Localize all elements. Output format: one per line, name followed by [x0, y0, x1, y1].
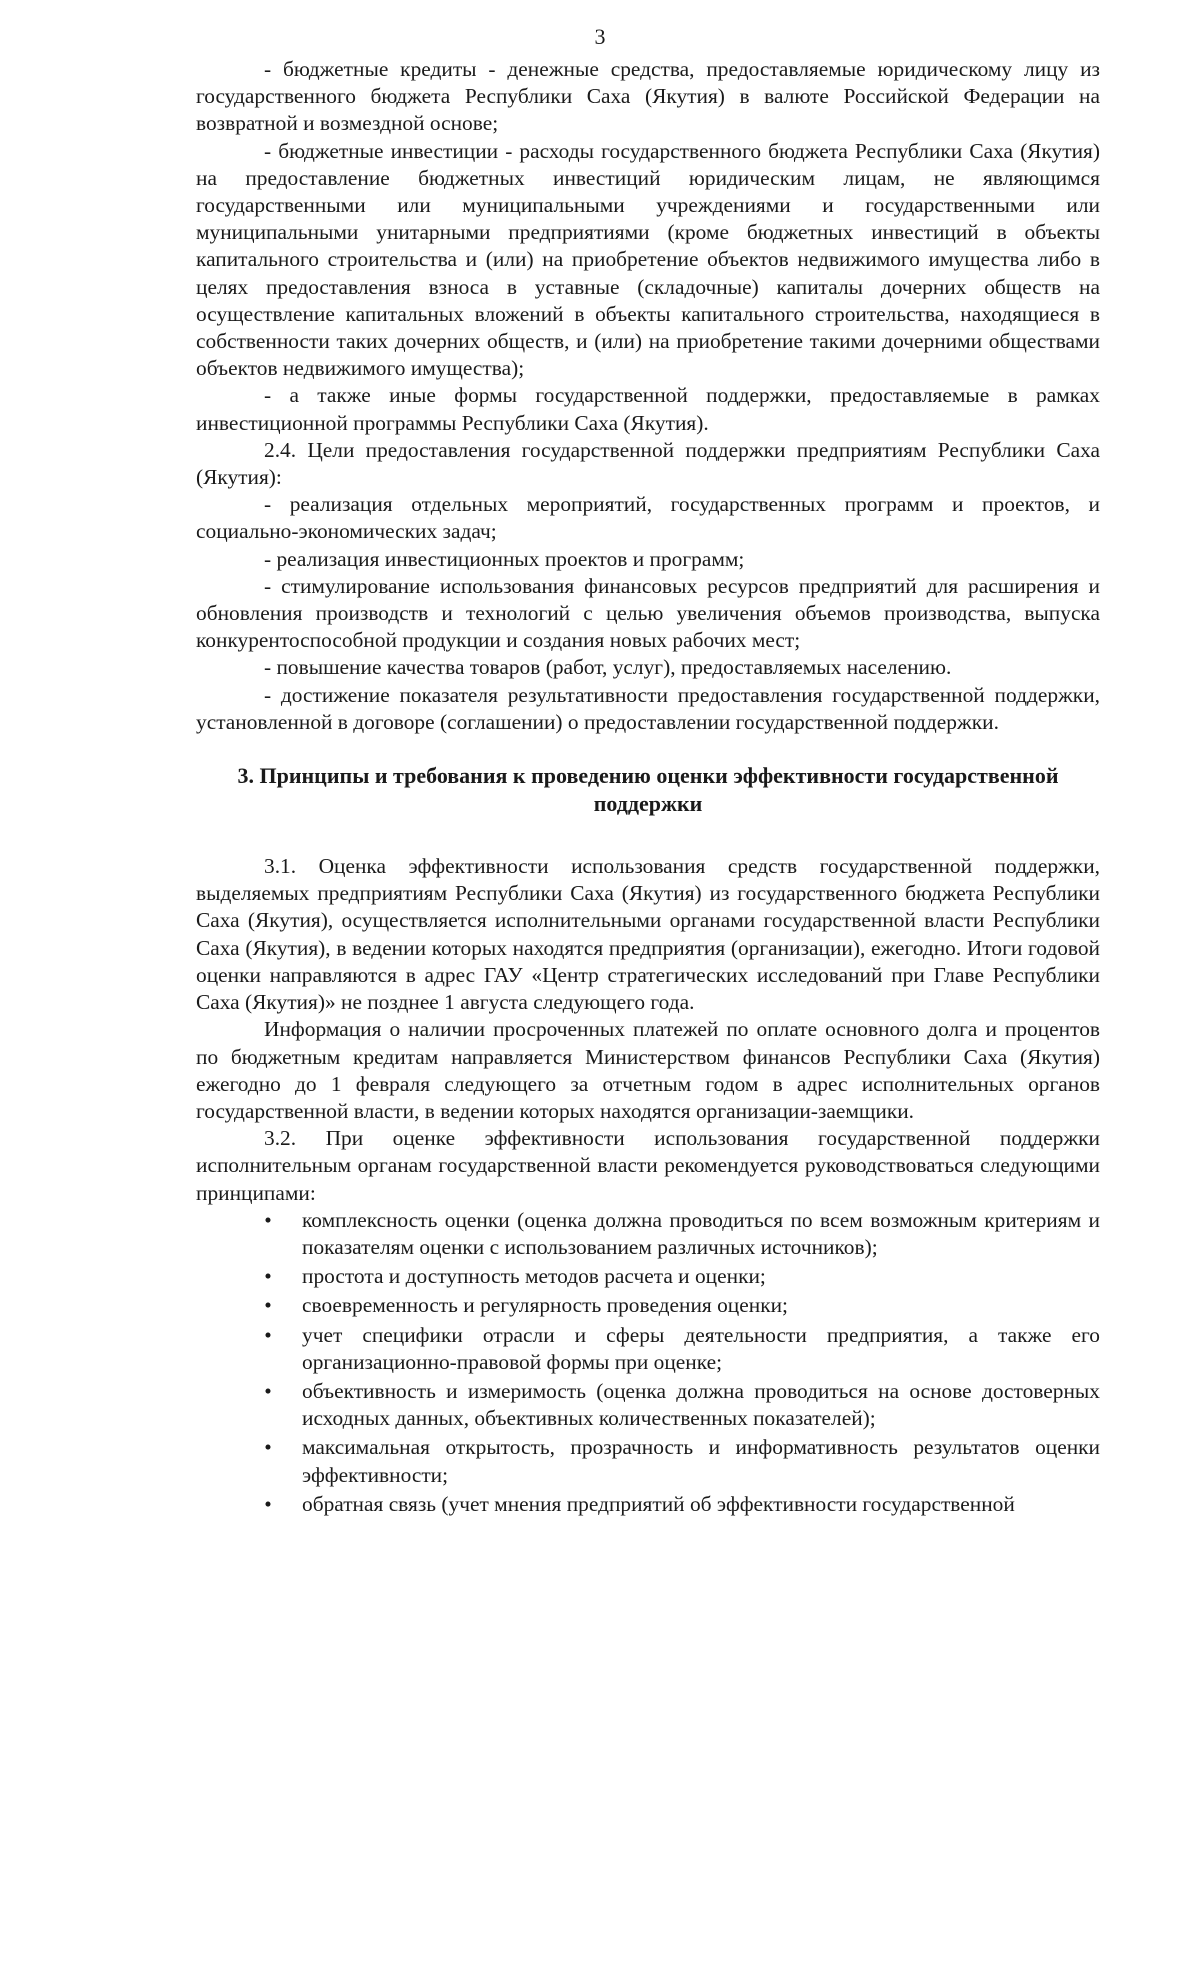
principle-text: простота и доступность методов расчета и оценки; [302, 1264, 766, 1289]
paragraph-3-2: 3.2. При оценке эффективности использования государственной поддержки исполнительным органам государственной власти рекомендуется руководствоваться следующими принципами: [196, 1126, 1100, 1205]
paragraph-goal-1: - реализация отдельных мероприятий, государственных программ и проектов, и социально-экономических задач; [196, 492, 1100, 544]
principle-text: своевременность и регулярность проведения оценки; [302, 1293, 788, 1318]
paragraph-other-support: - а также иные формы государственной поддержки, предоставляемые в рамках инвестиционной программы Республики Саха (Якутия). [196, 383, 1100, 435]
paragraph-goal-5: - достижение показателя результативности предоставления государственной поддержки, установленной в договоре (соглашении) о предоставлении государственной поддержки. [196, 682, 1100, 734]
section-heading: 3. Принципы и требования к проведению оценки эффективности государственной поддержки [237, 763, 1059, 816]
paragraph-goal-3: - стимулирование использования финансовых ресурсов предприятий для расширения и обновления производств и технологий с целью увеличения объемов производства, выпуска конкурентоспособной продукции и создания новых рабочих мест; [196, 573, 1100, 653]
list-item [196, 1378, 1100, 1432]
principles-list [196, 1207, 1100, 1518]
paragraph-overdue-info: Информация о наличии просроченных платежей по оплате основного долга и процентов по бюджетным кредитам направляется Министерством финансов Республики Саха (Якутия) ежегодно до 1 февраля следующего за отчетным годом в адрес исполнительных органов государственной власти, в ведении которых находятся организации-заемщики. [196, 1017, 1100, 1123]
list-item [196, 1322, 1100, 1376]
paragraph-3-1: 3.1. Оценка эффективности использования средств государственной поддержки, выделяемых предприятиям Республики Саха (Якутия) из государственного бюджета Республики Саха (Якутия), осуществляется исполнительными органами государственной власти Республики Саха (Якутия), в ведении которых находятся предприятия (организации), ежегодно. Итоги годовой оценки направляются в адрес ГАУ «Центр стратегических исследований при Главе Республики Саха (Якутия)» не позднее 1 августа следующего года. [196, 854, 1100, 1015]
principle-text: комплексность оценки (оценка должна проводиться по всем возможным критериям и показателям оценки с использованием различных источников); [302, 1207, 1100, 1259]
principle-text: обратная связь (учет мнения предприятий об эффективности государственной [302, 1491, 1015, 1516]
paragraph-goals-intro: 2.4. Цели предоставления государственной поддержки предприятиям Республики Саха (Якутия): [196, 437, 1100, 490]
paragraph-goal-4: - повышение качества товаров (работ, услуг), предоставляемых населению. [264, 655, 952, 680]
bullet-icon: • [264, 1378, 272, 1403]
list-item [196, 1491, 1100, 1518]
principle-text: максимальная открытость, прозрачность и информативность результатов оценки эффективности; [302, 1435, 1100, 1487]
page-number: 3 [594, 24, 606, 49]
list-item [196, 1263, 1100, 1290]
list-item [196, 1434, 1100, 1488]
bullet-icon: • [264, 1207, 272, 1232]
paragraph-budget-credits: - бюджетные кредиты - денежные средства, предоставляемые юридическому лицу из государственного бюджета Республики Саха (Якутия) в валюте Российской Федерации на возвратной и возмездной основе; [196, 57, 1100, 136]
bullet-icon: • [264, 1491, 272, 1516]
principle-text: объективность и измеримость (оценка должна проводиться на основе достоверных исходных данных, объективных количественных показателей); [302, 1378, 1100, 1431]
bullet-icon: • [264, 1293, 272, 1318]
bullet-icon: • [264, 1435, 272, 1460]
bullet-icon: • [264, 1322, 272, 1347]
document-body [196, 56, 1100, 1520]
bullet-icon: • [264, 1264, 272, 1289]
paragraph-goal-2: - реализация инвестиционных проектов и программ; [264, 546, 745, 571]
list-item [196, 1292, 1100, 1319]
paragraph-budget-investments: - бюджетные инвестиции - расходы государственного бюджета Республики Саха (Якутия) на предоставление бюджетных инвестиций юридическим лицам, не являющимся государственными или муниципальными учреждениями и государственными или муниципальными унитарными предприятиями (кроме бюджетных инвестиций в объекты капитального строительства и (или) на приобретение объектов недвижимого имущества либо в целях предоставления взноса в уставные (складочные) капиталы дочерних обществ на осуществление капитальных вложений в объекты капитального строительства, находящиеся в собственности таких дочерних обществ, и (или) на приобретение такими дочерними обществами объектов недвижимого имущества); [196, 138, 1100, 381]
principle-text: учет специфики отрасли и сферы деятельности предприятия, а также его организационно-правовой формы при оценке; [302, 1322, 1100, 1374]
list-item [196, 1207, 1100, 1261]
